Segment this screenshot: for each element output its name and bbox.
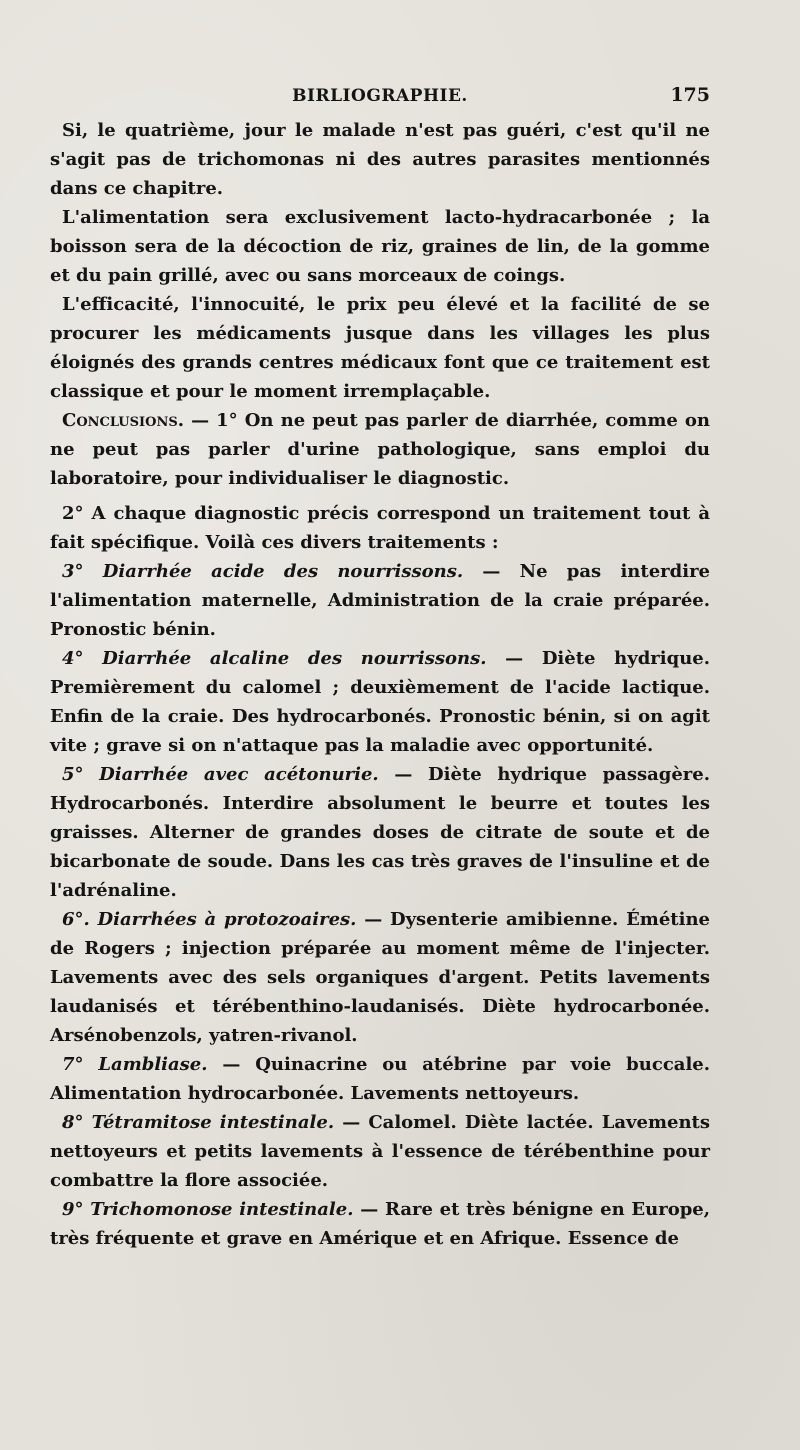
item-heading: 4° Diarrhée alcaline des nourrissons.	[62, 648, 487, 669]
paragraph-item-7	[50, 1050, 710, 1108]
body-text	[50, 116, 710, 1253]
paragraph-item-9	[50, 1195, 710, 1253]
paragraph-text: — Diète hydrique passagère. Hydrocarbonés. Interdire absolument le beurre et toutes les graisses. Alterner de grandes doses de citrate de soute et de bicarbonate de soude. Dans les cas très graves de l'insuline et de l'adrénaline.	[50, 764, 710, 901]
paragraph-text: — Quinacrine ou atébrine par voie buccale. Alimentation hydrocarbonée. Lavements nettoyeurs.	[50, 1054, 710, 1104]
paragraph-text: — Ne pas interdire l'alimentation maternelle, Administration de la craie préparée. Pronostic bénin.	[50, 561, 710, 640]
paragraph-text: L'efficacité, l'innocuité, le prix peu élevé et la facilité de se procurer les médicaments jusque dans les villages les plus éloignés des grands centres médicaux font que ce traitement est classique et pour le moment irremplaçable.	[50, 294, 710, 402]
paragraph-item-6	[50, 905, 710, 1050]
paragraph-item-8	[50, 1108, 710, 1195]
paragraph-3	[50, 290, 710, 406]
running-title: BIRLIOGRAPHIE.	[292, 86, 468, 106]
paragraph-text: — Rare et très bénigne en Europe, très fréquente et grave en Amérique et en Afrique. Essence de	[50, 1199, 711, 1249]
paragraph-item-2	[50, 499, 710, 557]
paragraph-text: — Calomel. Diète lactée. Lavements nettoyeurs et petits lavements à l'essence de térébenthine pour combattre la flore associée.	[50, 1112, 711, 1191]
item-heading: 8° Tétramitose intestinale.	[62, 1112, 335, 1133]
paragraph-text: — Diète hydrique. Premièrement du calomel ; deuxièmement de l'acide lactique. Enfin de la craie. Des hydrocarbonés. Pronostic bénin, si on agit vite ; grave si on n'attaque pas la maladie avec opportunité.	[50, 648, 710, 756]
paragraph-text: — Dysenterie amibienne. Émétine de Rogers ; injection préparée au moment même de l'injecter. Lavements avec des sels organiques d'argent. Petits lavements laudanisés et térébenthino-laudanisés. Diète hydrocarbonée. Arsénobenzols, yatren-rivanol.	[50, 909, 710, 1046]
item-heading: 6°. Diarrhées à protozoaires.	[62, 909, 357, 930]
item-heading: 7° Lambliase.	[62, 1054, 208, 1075]
conclusions-heading: Conclusions.	[62, 410, 184, 431]
paragraph-text: Si, le quatrième, jour le malade n'est pas guéri, c'est qu'il ne s'agit pas de trichomonas ni des autres parasites mentionnés dans ce chapitre.	[50, 120, 710, 199]
paragraph-item-5	[50, 760, 710, 905]
page-header	[50, 80, 710, 112]
item-heading: 3° Diarrhée acide des nourrissons.	[62, 561, 464, 582]
paragraph-text: — 1° On ne peut pas parler de diarrhée, comme on ne peut pas parler d'urine pathologique, sans emploi du laboratoire, pour individualiser le diagnostic.	[50, 410, 710, 489]
paragraph-text: 2° A chaque diagnostic précis correspond un traitement tout à fait spécifique. Voilà ces divers traitements :	[50, 503, 710, 553]
page-number: 175	[670, 84, 710, 106]
paragraph-2	[50, 203, 710, 290]
paragraph-conclusions	[50, 406, 710, 493]
paragraph-item-3	[50, 557, 710, 644]
paragraph-item-4	[50, 644, 710, 760]
paragraph-1	[50, 116, 710, 203]
item-heading: 9° Trichomonose intestinale.	[62, 1199, 354, 1220]
item-heading: 5° Diarrhée avec acétonurie.	[62, 764, 379, 785]
paragraph-text: L'alimentation sera exclusivement lacto-hydracarbonée ; la boisson sera de la décoction de riz, graines de lin, de la gomme et du pain grillé, avec ou sans morceaux de coings.	[50, 207, 710, 286]
